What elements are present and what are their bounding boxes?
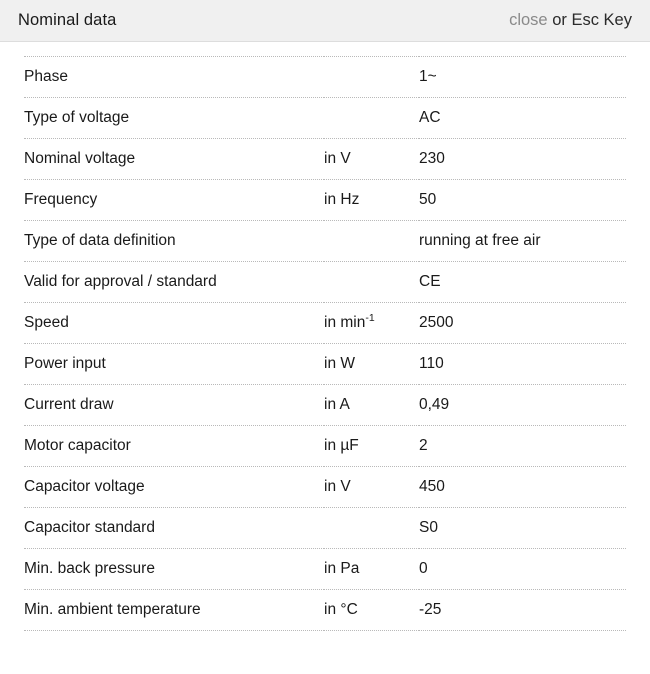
spec-unit — [324, 98, 419, 139]
spec-label: Phase — [24, 57, 324, 98]
table-row — [24, 98, 626, 139]
spec-label: Power input — [24, 344, 324, 385]
spec-value: S0 — [419, 508, 626, 549]
spec-unit — [324, 57, 419, 98]
table-row — [24, 385, 626, 426]
table-row — [24, 57, 626, 98]
spec-unit — [324, 508, 419, 549]
spec-unit: in A — [324, 385, 419, 426]
table-row — [24, 344, 626, 385]
spec-unit-exponent: -1 — [365, 311, 375, 324]
table-row — [24, 467, 626, 508]
close-hint-label: or Esc Key — [547, 11, 632, 29]
table-row — [24, 139, 626, 180]
close-button[interactable]: close — [509, 11, 548, 29]
spec-value: AC — [419, 98, 626, 139]
spec-value: 50 — [419, 180, 626, 221]
spec-value: 110 — [419, 344, 626, 385]
spec-unit — [324, 262, 419, 303]
spec-value: 2500 — [419, 303, 626, 344]
spec-value: 0,49 — [419, 385, 626, 426]
specs-table-container — [0, 42, 650, 631]
page-title: Nominal data — [18, 11, 117, 29]
table-row — [24, 221, 626, 262]
spec-label: Speed — [24, 303, 324, 344]
spec-unit: in °C — [324, 590, 419, 631]
spec-value: -25 — [419, 590, 626, 631]
spec-value: 2 — [419, 426, 626, 467]
spec-label: Valid for approval / standard — [24, 262, 324, 303]
spec-value: 1~ — [419, 57, 626, 98]
spec-unit: in V — [324, 467, 419, 508]
table-row — [24, 549, 626, 590]
spec-unit: in Hz — [324, 180, 419, 221]
spec-label: Type of data definition — [24, 221, 324, 262]
spec-unit: in V — [324, 139, 419, 180]
spec-unit — [324, 221, 419, 262]
spec-label: Frequency — [24, 180, 324, 221]
table-row — [24, 303, 626, 344]
spec-label: Type of voltage — [24, 98, 324, 139]
panel-titlebar — [0, 0, 650, 42]
spec-label: Capacitor voltage — [24, 467, 324, 508]
spec-label: Min. back pressure — [24, 549, 324, 590]
spec-label: Motor capacitor — [24, 426, 324, 467]
table-row — [24, 590, 626, 631]
spec-unit: in W — [324, 344, 419, 385]
table-row — [24, 180, 626, 221]
spec-unit — [324, 303, 419, 344]
spec-label: Nominal voltage — [24, 139, 324, 180]
spec-unit-base: in min — [324, 314, 366, 331]
spec-unit: in Pa — [324, 549, 419, 590]
spec-value: 450 — [419, 467, 626, 508]
spec-label: Capacitor standard — [24, 508, 324, 549]
table-row — [24, 426, 626, 467]
nominal-data-table — [24, 56, 626, 631]
spec-value: running at free air — [419, 221, 626, 262]
close-area — [509, 11, 632, 30]
spec-value: 0 — [419, 549, 626, 590]
spec-label: Current draw — [24, 385, 324, 426]
spec-unit: in µF — [324, 426, 419, 467]
spec-label: Min. ambient temperature — [24, 590, 324, 631]
spec-value: 230 — [419, 139, 626, 180]
table-row — [24, 262, 626, 303]
spec-value: CE — [419, 262, 626, 303]
table-row — [24, 508, 626, 549]
